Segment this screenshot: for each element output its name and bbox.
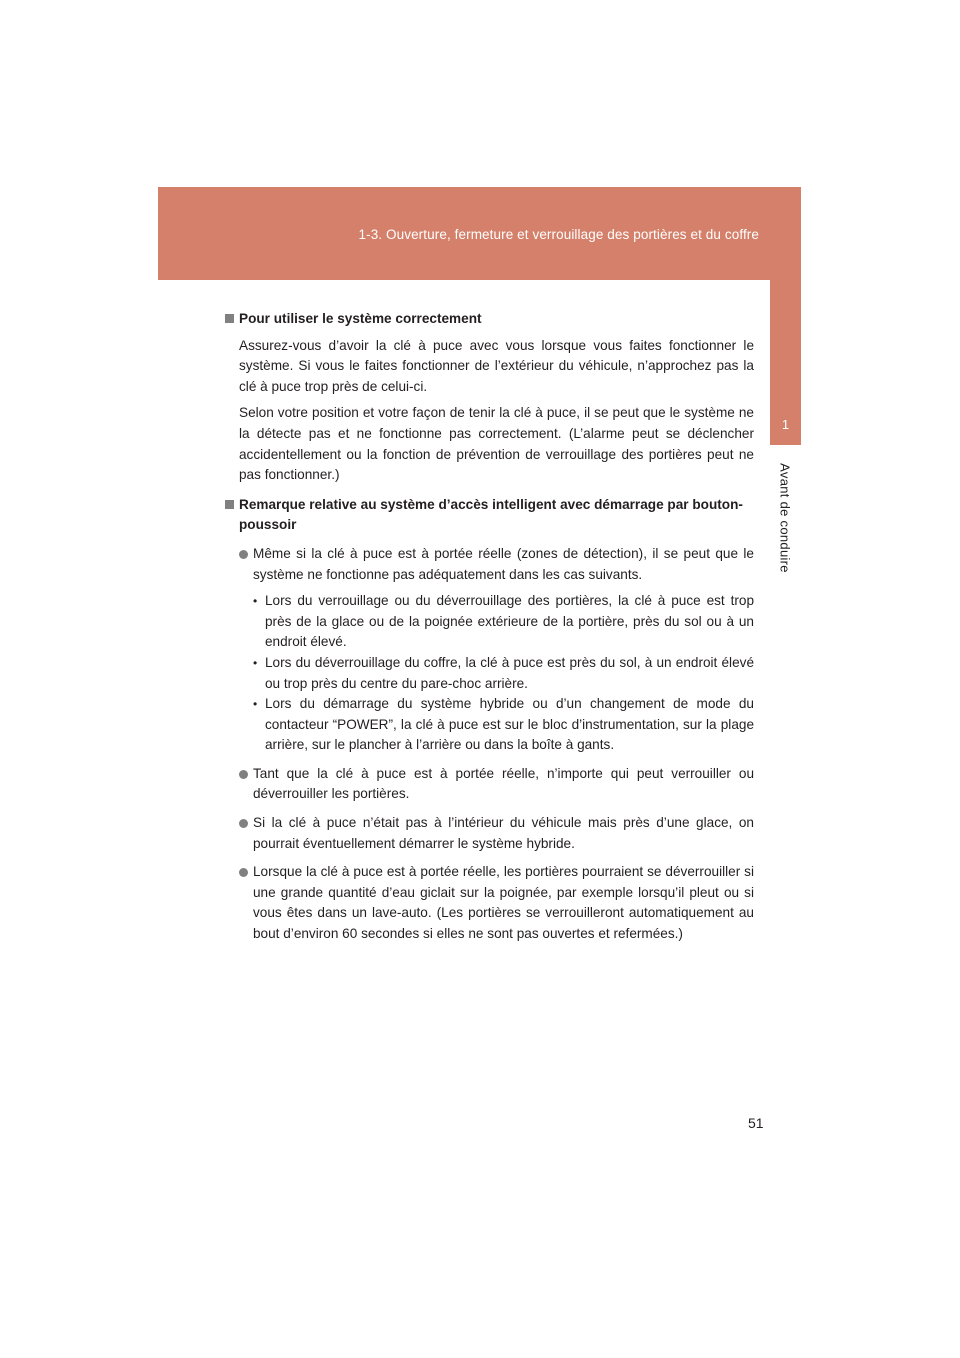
small-bullet-icon: • xyxy=(253,697,258,712)
paragraph: Assurez-vous d’avoir la clé à puce avec vous lorsque vous faites fonctionner le système. Si vous le faites fonctionner de l’extérieur du véhicule, n’approchez pas la clé à puce trop près de celui-ci. xyxy=(239,337,754,394)
sub-list-item xyxy=(253,653,754,694)
round-bullet-icon xyxy=(239,550,248,559)
chapter-header-band xyxy=(158,187,801,280)
small-bullet-icon: • xyxy=(253,594,258,609)
chapter-label: Avant de conduire xyxy=(777,463,793,573)
sub-list-item xyxy=(253,591,754,653)
list-item-text: Si la clé à puce n’était pas à l’intérieur du véhicule mais près d’une glace, on pourrait éventuellement démarrer le système hybride. xyxy=(253,815,754,851)
section-heading xyxy=(225,309,754,330)
small-bullet-icon: • xyxy=(253,655,258,670)
list-item-text: Lorsque la clé à puce est à portée réelle, les portières pourraient se déverrouiller si une grande quantité d’eau giclait sur la poignée, par exemple lorsqu’il pleut ou si vous êtes dans un lave-auto. (Les portières se verrouilleront automatiquement au bout d’environ 60 secondes si elles ne sont pas ouvertes et refermées.) xyxy=(253,864,754,942)
chapter-section-title: 1-3. Ouverture, fermeture et verrouillage des portières et du coffre xyxy=(358,227,759,242)
section-heading-text: Remarque relative au système d’accès intelligent avec démarrage par bouton-poussoir xyxy=(239,496,743,533)
section-heading xyxy=(225,495,754,536)
list-item xyxy=(239,813,754,854)
sub-list-item-text: Lors du déverrouillage du coffre, la clé à puce est près du sol, à un endroit élevé ou trop près du centre du pare-choc arrière. xyxy=(265,654,754,691)
sub-list-item-text: Lors du verrouillage ou du déverrouillage des portières, la clé à puce est trop près de la glace ou de la poignée extérieure de la portière, près du sol ou à un endroit élevé. xyxy=(265,593,754,650)
round-bullet-icon xyxy=(239,819,248,828)
list-item-text: Même si la clé à puce est à portée réelle (zones de détection), il se peut que le système ne fonctionne pas adéquatement dans les cas suivants. xyxy=(253,545,754,582)
list-item xyxy=(239,862,754,944)
sub-list-item-text: Lors du démarrage du système hybride ou d’un changement de mode du contacteur “POWER”, la clé à puce est sur le bloc d’instrumentation, sur la plage arrière, sur le plancher à l’arrière ou dans la boîte à gants. xyxy=(265,696,754,753)
round-bullet-icon xyxy=(239,770,248,779)
chapter-side-tab xyxy=(770,280,801,445)
page-number: 51 xyxy=(748,1115,764,1131)
square-bullet-icon xyxy=(225,500,234,509)
sub-list-item xyxy=(253,694,754,756)
section-body xyxy=(225,336,754,486)
round-bullet-icon xyxy=(239,868,248,877)
list-item xyxy=(239,764,754,805)
section-body xyxy=(225,544,754,945)
page-content xyxy=(225,309,754,945)
section-smart-access-note xyxy=(225,495,754,945)
paragraph: Selon votre position et votre façon de tenir la clé à puce, il se peut que le système ne la détecte pas et ne fonctionne pas correctement. (L’alarme peut se déclencher accidentellement ou la fonction de prévention de verrouillage des portières peut ne pas fonctionner.) xyxy=(239,405,754,483)
list-item xyxy=(239,544,754,756)
list-item-text: Tant que la clé à puce est à portée réelle, n’importe qui peut verrouiller ou déverrouiller les portières. xyxy=(253,765,754,802)
square-bullet-icon xyxy=(225,314,234,323)
section-heading-text: Pour utiliser le système correctement xyxy=(239,311,482,326)
chapter-number: 1 xyxy=(781,417,790,432)
section-correct-use xyxy=(225,309,754,486)
sub-list xyxy=(253,591,754,756)
